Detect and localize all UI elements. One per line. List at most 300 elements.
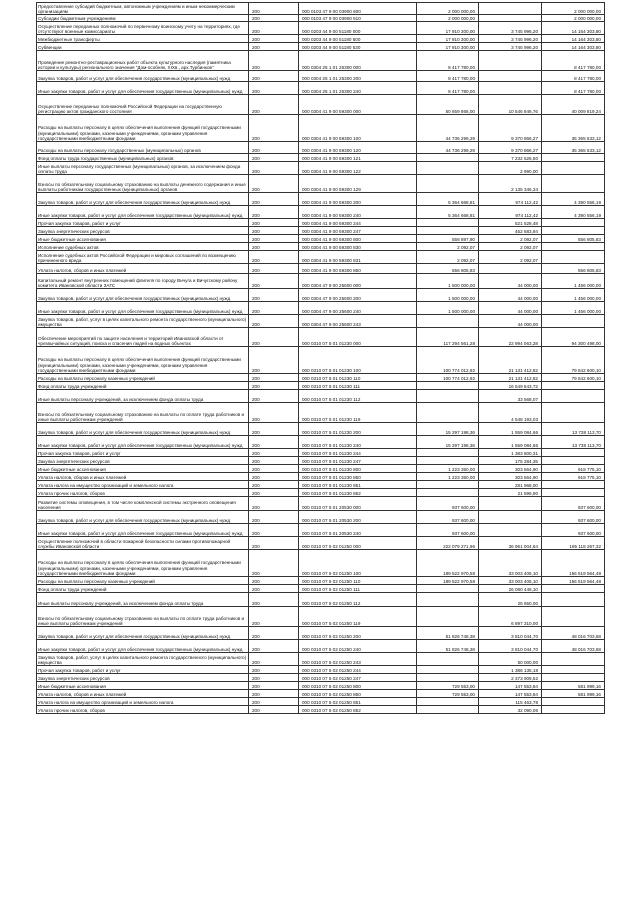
- row-approved-amount: 2 000 000,00: [417, 15, 479, 22]
- row-name: Иные закупки товаров, работ и услуг для обеспечения государственных (муниципальных) нужд: [37, 82, 249, 95]
- table-row: [37, 289, 605, 302]
- row-unexecuted-amount: 13 738 113,70: [542, 423, 605, 436]
- table-row: [37, 227, 605, 235]
- row-unexecuted-amount: 35 365 533,12: [542, 115, 605, 142]
- row-code: 200: [249, 274, 299, 289]
- row-budget-code: 000 0304 41 9 00 59300 122: [299, 162, 417, 175]
- table-row: [37, 15, 605, 22]
- row-unexecuted-amount: 937 600,00: [542, 497, 605, 511]
- row-executed-amount: 32 090,06: [479, 706, 542, 714]
- row-approved-amount: 8 417 780,00: [417, 71, 479, 82]
- row-unexecuted-amount: 48 016 703,68: [542, 640, 605, 653]
- row-code: 200: [249, 264, 299, 274]
- row-unexecuted-amount: [542, 481, 605, 489]
- row-code: 200: [249, 497, 299, 511]
- row-approved-amount: 1 500 000,00: [417, 289, 479, 302]
- row-unexecuted-amount: 13 738 113,70: [542, 436, 605, 449]
- row-name: Фонд оплаты труда учреждений: [37, 585, 249, 593]
- row-approved-amount: 1 500 000,00: [417, 274, 479, 289]
- row-executed-amount: 303 564,90: [479, 473, 542, 481]
- row-budget-code: 000 0304 41 9 00 59300 244: [299, 219, 417, 227]
- table-row: [37, 690, 605, 698]
- row-name: Иные бюджетные ассигнования: [37, 465, 249, 473]
- row-budget-code: 000 0310 07 5 02 01250 200: [299, 627, 417, 640]
- row-approved-amount: 44 736 299,29: [417, 142, 479, 154]
- table-row: [37, 489, 605, 497]
- table-row: [37, 481, 605, 489]
- row-approved-amount: 51 826 748,38: [417, 627, 479, 640]
- row-executed-amount: 1 559 084,66: [479, 436, 542, 449]
- row-executed-amount: 974 112,42: [479, 206, 542, 219]
- row-code: 200: [249, 524, 299, 537]
- table-row: [37, 640, 605, 653]
- row-name: Развитие системы оповещения, в том числе комплексной системы экстренного оповещения населения: [37, 497, 249, 511]
- row-executed-amount: 50 000,00: [479, 653, 542, 666]
- row-code: 200: [249, 577, 299, 585]
- row-executed-amount: 1 383 800,31: [479, 449, 542, 457]
- row-budget-code: 000 0304 41 9 00 59300 830: [299, 243, 417, 251]
- row-name: Расходы на выплаты персоналу в целях обеспечения выполнения функций государственными (муниципальными) органами, казенными учреждениями, органами управления государственными внебюджетными фондами: [37, 115, 249, 142]
- table-row: [37, 51, 605, 71]
- row-budget-code: 000 0304 41 9 00 59300 850: [299, 264, 417, 274]
- row-executed-amount: 3 810 044,70: [479, 627, 542, 640]
- row-approved-amount: 2 000 000,00: [417, 3, 479, 15]
- row-name: Расходы на выплаты персоналу казенных учреждений: [37, 577, 249, 585]
- table-row: [37, 436, 605, 449]
- row-executed-amount: 281 968,00: [479, 481, 542, 489]
- row-name: Закупка энергетических ресурсов: [37, 227, 249, 235]
- row-code: 200: [249, 142, 299, 154]
- row-approved-amount: 558 897,90: [417, 235, 479, 243]
- row-budget-code: 000 0310 07 5 01 01230 244: [299, 449, 417, 457]
- row-name: Иные бюджетные ассигнования: [37, 682, 249, 690]
- table-row: [37, 162, 605, 175]
- row-approved-amount: [417, 154, 479, 162]
- row-code: 200: [249, 627, 299, 640]
- table-row: [37, 243, 605, 251]
- table-row: [37, 449, 605, 457]
- row-code: 200: [249, 537, 299, 550]
- row-executed-amount: 25 650,00: [479, 593, 542, 607]
- budget-execution-table-page: [36, 2, 604, 714]
- row-budget-code: 000 0304 47 9 00 25600 000: [299, 274, 417, 289]
- row-executed-amount: 175 284,35: [479, 457, 542, 465]
- row-unexecuted-amount: 919 775,10: [542, 465, 605, 473]
- row-code: 200: [249, 35, 299, 43]
- row-approved-amount: 1 500 000,00: [417, 302, 479, 315]
- table-row: [37, 473, 605, 481]
- row-executed-amount: 26 080 446,10: [479, 585, 542, 593]
- row-name: Осуществление переданных полномочий Российской Федерации на государственную регистрацию актов гражданского состояния: [37, 95, 249, 115]
- row-executed-amount: 16 549 643,72: [479, 382, 542, 390]
- row-executed-amount: 521 528,48: [479, 219, 542, 227]
- row-approved-amount: [417, 698, 479, 706]
- row-code: 200: [249, 436, 299, 449]
- table-row: [37, 193, 605, 206]
- row-approved-amount: [417, 489, 479, 497]
- row-name: Исполнение судебных актов Российской Федерации и мировых соглашений по возмещению причиненного вреда: [37, 251, 249, 264]
- row-executed-amount: [479, 264, 542, 274]
- row-code: 200: [249, 585, 299, 593]
- row-unexecuted-amount: [542, 674, 605, 682]
- row-approved-amount: [417, 481, 479, 489]
- row-unexecuted-amount: [542, 698, 605, 706]
- table-row: [37, 82, 605, 95]
- row-approved-amount: [417, 607, 479, 627]
- table-row: [37, 497, 605, 511]
- row-unexecuted-amount: [542, 315, 605, 328]
- row-approved-amount: 937 600,00: [417, 497, 479, 511]
- row-approved-amount: 2 092,07: [417, 243, 479, 251]
- row-approved-amount: 1 223 350,00: [417, 465, 479, 473]
- row-name: Иные выплаты персоналу государственных (муниципальных) органов, за исключением фонда оплаты труда: [37, 162, 249, 175]
- row-unexecuted-amount: 1 456 000,00: [542, 302, 605, 315]
- row-code: 200: [249, 3, 299, 15]
- row-approved-amount: 5 364 668,81: [417, 206, 479, 219]
- row-approved-amount: 729 553,00: [417, 682, 479, 690]
- row-executed-amount: 33 003 406,10: [479, 550, 542, 577]
- row-code: 200: [249, 243, 299, 251]
- row-code: 200: [249, 15, 299, 22]
- row-budget-code: 000 0310 07 5 02 01250 110: [299, 577, 417, 585]
- row-code: 200: [249, 390, 299, 403]
- row-unexecuted-amount: 919 775,10: [542, 473, 605, 481]
- row-budget-code: 000 0310 07 5 01 01230 247: [299, 457, 417, 465]
- row-approved-amount: 937 600,00: [417, 524, 479, 537]
- row-code: 200: [249, 465, 299, 473]
- table-row: [37, 607, 605, 627]
- row-budget-code: 000 0310 07 5 01 01230 111: [299, 382, 417, 390]
- row-approved-amount: [417, 162, 479, 175]
- table-row: [37, 524, 605, 537]
- table-row: [37, 674, 605, 682]
- row-name: Проведение ремонтно-реставрационных работ объекта культурного наследия (памятника истории и культуры) регионального значения "Дом-особняк, XIXв., арх.Турбинков": [37, 51, 249, 71]
- row-approved-amount: 15 297 198,36: [417, 423, 479, 436]
- row-code: 200: [249, 206, 299, 219]
- row-code: 200: [249, 347, 299, 374]
- row-code: 200: [249, 162, 299, 175]
- row-budget-code: 000 0310 07 5 02 01250 100: [299, 550, 417, 577]
- row-name: Иные закупки товаров, работ и услуг для обеспечения государственных (муниципальных) нужд: [37, 436, 249, 449]
- row-approved-amount: [417, 382, 479, 390]
- row-unexecuted-amount: 14 164 303,80: [542, 22, 605, 35]
- row-unexecuted-amount: 581 999,16: [542, 690, 605, 698]
- row-budget-code: 000 0310 07 5 02 01250 243: [299, 653, 417, 666]
- row-unexecuted-amount: 79 642 600,10: [542, 374, 605, 382]
- row-unexecuted-amount: [542, 243, 605, 251]
- row-executed-amount: 147 553,84: [479, 690, 542, 698]
- row-budget-code: 000 0310 07 5 01 01230 000: [299, 328, 417, 347]
- table-row: [37, 382, 605, 390]
- row-budget-code: 000 0310 07 5 02 01250 851: [299, 698, 417, 706]
- row-name: Исполнение судебных актов: [37, 243, 249, 251]
- row-name: Фонд оплаты труда учреждений: [37, 382, 249, 390]
- table-row: [37, 315, 605, 328]
- row-code: 200: [249, 449, 299, 457]
- table-row: [37, 682, 605, 690]
- row-budget-code: 000 0304 41 9 00 59300 247: [299, 227, 417, 235]
- row-name: Иные закупки товаров, работ и услуг для обеспечения государственных (муниципальных) нужд: [37, 302, 249, 315]
- row-unexecuted-amount: 2 000 000,00: [542, 15, 605, 22]
- table-row: [37, 95, 605, 115]
- row-name: Уплата налога на имущество организаций и земельного налога: [37, 698, 249, 706]
- row-executed-amount: 3 810 044,70: [479, 640, 542, 653]
- row-executed-amount: 33 003 406,10: [479, 577, 542, 585]
- table-row: [37, 390, 605, 403]
- table-row: [37, 593, 605, 607]
- row-budget-code: 000 0304 41 9 00 59300 000: [299, 95, 417, 115]
- row-budget-code: 000 0304 47 9 00 25600 240: [299, 302, 417, 315]
- row-executed-amount: 303 564,90: [479, 465, 542, 473]
- row-name: Закупка энергетических ресурсов: [37, 457, 249, 465]
- row-approved-amount: [417, 219, 479, 227]
- row-budget-code: 000 0310 07 5 01 01230 100: [299, 347, 417, 374]
- row-executed-amount: 44 000,00: [479, 302, 542, 315]
- row-unexecuted-amount: 156 519 564,48: [542, 550, 605, 577]
- row-budget-code: 000 0304 41 9 00 59300 129: [299, 175, 417, 193]
- row-approved-amount: [417, 457, 479, 465]
- row-executed-amount: 9 370 866,27: [479, 115, 542, 142]
- table-row: [37, 577, 605, 585]
- row-budget-code: 000 0310 07 5 01 01230 112: [299, 390, 417, 403]
- row-approved-amount: 15 297 198,36: [417, 436, 479, 449]
- row-budget-code: 000 0310 07 5 02 01250 850: [299, 690, 417, 698]
- row-name: Уплата налогов, сборов и иных платежей: [37, 264, 249, 274]
- row-executed-amount: [479, 82, 542, 95]
- row-executed-amount: [479, 15, 542, 22]
- row-approved-amount: [417, 315, 479, 328]
- row-unexecuted-amount: [542, 154, 605, 162]
- table-row: [37, 274, 605, 289]
- table-body: [37, 3, 605, 714]
- row-executed-amount: [479, 497, 542, 511]
- row-unexecuted-amount: [542, 607, 605, 627]
- row-executed-amount: 2 092,07: [479, 235, 542, 243]
- row-executed-amount: 21 596,90: [479, 489, 542, 497]
- row-approved-amount: [417, 666, 479, 674]
- row-budget-code: 000 0304 41 9 00 59300 100: [299, 115, 417, 142]
- row-name: Взносы по обязательному социальному страхованию на выплаты по оплате труда работников и иные выплаты работникам учреждений: [37, 607, 249, 627]
- row-unexecuted-amount: 556 805,83: [542, 264, 605, 274]
- row-unexecuted-amount: 556 805,83: [542, 235, 605, 243]
- row-budget-code: 000 0310 07 5 01 01230 851: [299, 481, 417, 489]
- row-code: 200: [249, 251, 299, 264]
- row-unexecuted-amount: 1 456 000,00: [542, 274, 605, 289]
- row-approved-amount: 189 522 970,58: [417, 577, 479, 585]
- row-executed-amount: 2 135 346,34: [479, 175, 542, 193]
- row-approved-amount: [417, 390, 479, 403]
- table-row: [37, 3, 605, 15]
- row-unexecuted-amount: [542, 585, 605, 593]
- row-approved-amount: 729 553,00: [417, 690, 479, 698]
- row-approved-amount: [417, 175, 479, 193]
- row-code: 200: [249, 302, 299, 315]
- row-approved-amount: 17 910 300,00: [417, 43, 479, 51]
- row-executed-amount: 7 232 526,50: [479, 154, 542, 162]
- row-executed-amount: 36 961 004,64: [479, 537, 542, 550]
- row-budget-code: 000 0310 07 5 02 01250 800: [299, 682, 417, 690]
- row-name: Прочая закупка товаров, работ и услуг: [37, 666, 249, 674]
- table-row: [37, 206, 605, 219]
- table-row: [37, 666, 605, 674]
- row-name: Закупка товаров, работ и услуг для обеспечения государственных (муниципальных) нужд: [37, 627, 249, 640]
- row-code: 200: [249, 481, 299, 489]
- row-approved-amount: 50 659 866,00: [417, 95, 479, 115]
- row-executed-amount: 44 000,00: [479, 315, 542, 328]
- row-unexecuted-amount: 2 000 000,00: [542, 3, 605, 15]
- row-budget-code: 000 0203 44 9 00 51180 500: [299, 35, 417, 43]
- row-name: Взносы по обязательному социальному страхованию на выплаты денежного содержания и иные выплаты работникам государственных (муниципальных) органов: [37, 175, 249, 193]
- row-name: Прочая закупка товаров, работ и услуг: [37, 449, 249, 457]
- row-budget-code: 000 0310 07 5 02 01250 852: [299, 706, 417, 714]
- row-code: 200: [249, 382, 299, 390]
- row-budget-code: 000 0310 07 5 02 01250 119: [299, 607, 417, 627]
- row-code: 200: [249, 682, 299, 690]
- table-row: [37, 22, 605, 35]
- row-approved-amount: 8 417 780,00: [417, 82, 479, 95]
- row-unexecuted-amount: 14 164 303,80: [542, 43, 605, 51]
- row-name: Иные закупки товаров, работ и услуг для обеспечения государственных (муниципальных) нужд: [37, 640, 249, 653]
- row-approved-amount: 937 600,00: [417, 511, 479, 524]
- row-executed-amount: 4 548 193,03: [479, 403, 542, 423]
- row-name: Закупка товаров, работ и услуг для обеспечения государственных (муниципальных) нужд: [37, 71, 249, 82]
- row-unexecuted-amount: 94 300 498,00: [542, 328, 605, 347]
- row-approved-amount: 44 736 299,29: [417, 115, 479, 142]
- table-row: [37, 328, 605, 347]
- row-name: Иные выплаты персоналу учреждений, за исключением фонда оплаты труда: [37, 593, 249, 607]
- row-code: 200: [249, 473, 299, 481]
- row-approved-amount: 17 910 300,00: [417, 35, 479, 43]
- row-name: Закупка товаров, работ и услуг для обеспечения государственных (муниципальных) нужд: [37, 289, 249, 302]
- row-code: 200: [249, 653, 299, 666]
- table-row: [37, 302, 605, 315]
- row-budget-code: 000 0310 07 5 01 01230 110: [299, 374, 417, 382]
- row-unexecuted-amount: [542, 666, 605, 674]
- row-name: Закупка товаров, работ и услуг для обеспечения государственных (муниципальных) нужд: [37, 423, 249, 436]
- row-budget-code: 000 0304 41 9 00 59300 200: [299, 193, 417, 206]
- row-budget-code: 000 0310 07 5 01 20530 200: [299, 511, 417, 524]
- row-code: 200: [249, 690, 299, 698]
- row-unexecuted-amount: 1 456 000,00: [542, 289, 605, 302]
- row-name: Закупка товаров, работ и услуг для обеспечения государственных (муниципальных) нужд: [37, 193, 249, 206]
- row-name: Уплата прочих налогов, сборов: [37, 706, 249, 714]
- row-budget-code: 000 0304 41 9 00 59300 240: [299, 206, 417, 219]
- table-row: [37, 423, 605, 436]
- row-name: Межбюджетные трансферты: [37, 35, 249, 43]
- row-budget-code: 000 0304 25 1 01 25300 000: [299, 51, 417, 71]
- row-unexecuted-amount: 581 999,16: [542, 682, 605, 690]
- table-row: [37, 550, 605, 577]
- row-budget-code: 000 0310 07 5 01 01230 852: [299, 489, 417, 497]
- table-row: [37, 627, 605, 640]
- row-code: 200: [249, 227, 299, 235]
- table-row: [37, 115, 605, 142]
- row-executed-amount: 44 000,00: [479, 274, 542, 289]
- row-name: Иные бюджетные ассигнования: [37, 235, 249, 243]
- row-executed-amount: 2 373 909,52: [479, 674, 542, 682]
- row-approved-amount: [417, 585, 479, 593]
- table-row: [37, 403, 605, 423]
- row-budget-code: 000 0310 07 5 01 01230 850: [299, 473, 417, 481]
- row-executed-amount: 2 092,07: [479, 243, 542, 251]
- row-executed-amount: 3 745 996,20: [479, 43, 542, 51]
- row-budget-code: 000 0310 07 5 01 01230 240: [299, 436, 417, 449]
- row-unexecuted-amount: 40 009 819,24: [542, 95, 605, 115]
- row-unexecuted-amount: 79 642 600,10: [542, 347, 605, 374]
- row-name: Расходы на выплаты персоналу казенных учреждений: [37, 374, 249, 382]
- row-approved-amount: 5 364 668,81: [417, 193, 479, 206]
- row-unexecuted-amount: 48 016 703,68: [542, 627, 605, 640]
- table-row: [37, 465, 605, 473]
- row-code: 200: [249, 511, 299, 524]
- row-code: 200: [249, 423, 299, 436]
- row-budget-code: 000 0310 07 5 02 01250 111: [299, 585, 417, 593]
- budget-execution-table: [36, 2, 605, 714]
- row-approved-amount: [417, 706, 479, 714]
- row-unexecuted-amount: [542, 593, 605, 607]
- table-row: [37, 511, 605, 524]
- row-name: Закупка товаров, работ и услуг для обеспечения государственных (муниципальных) нужд: [37, 511, 249, 524]
- table-row: [37, 264, 605, 274]
- row-executed-amount: [479, 71, 542, 82]
- row-approved-amount: 8 417 780,00: [417, 51, 479, 71]
- row-name: Расходы на выплаты персоналу в целях обеспечения выполнения функций государственными (муниципальными) органами, казенными учреждениями, органами управления государственными внебюджетными фондами: [37, 347, 249, 374]
- table-row: [37, 698, 605, 706]
- row-executed-amount: 22 994 063,28: [479, 328, 542, 347]
- row-code: 200: [249, 43, 299, 51]
- table-row: [37, 154, 605, 162]
- table-row: [37, 35, 605, 43]
- table-row: [37, 175, 605, 193]
- row-budget-code: 000 0304 41 9 00 59300 120: [299, 142, 417, 154]
- table-row: [37, 219, 605, 227]
- row-executed-amount: 10 546 946,76: [479, 95, 542, 115]
- row-executed-amount: 21 131 412,82: [479, 374, 542, 382]
- row-approved-amount: 100 774 012,92: [417, 374, 479, 382]
- row-executed-amount: 452 583,94: [479, 227, 542, 235]
- row-executed-amount: 44 000,00: [479, 289, 542, 302]
- row-code: 200: [249, 175, 299, 193]
- row-approved-amount: 51 826 748,38: [417, 640, 479, 653]
- row-executed-amount: 33 568,07: [479, 390, 542, 403]
- row-name: Обеспечение мероприятий по защите населения и территорий Ивановской области от чрезвычайных ситуаций, поиска и спасения людей на водных объектах: [37, 328, 249, 347]
- row-budget-code: 000 0310 07 5 01 20530 240: [299, 524, 417, 537]
- row-unexecuted-amount: 14 164 303,80: [542, 35, 605, 43]
- row-unexecuted-amount: 8 417 780,00: [542, 51, 605, 71]
- row-executed-amount: 974 112,42: [479, 193, 542, 206]
- row-approved-amount: 189 522 970,58: [417, 550, 479, 577]
- row-budget-code: 000 0304 41 9 00 59300 800: [299, 235, 417, 243]
- row-code: 200: [249, 82, 299, 95]
- table-row: [37, 235, 605, 243]
- row-unexecuted-amount: [542, 251, 605, 264]
- row-unexecuted-amount: 937 600,00: [542, 524, 605, 537]
- row-code: 200: [249, 489, 299, 497]
- row-name: Взносы по обязательному социальному страхованию на выплаты по оплате труда работников и иные выплаты работникам учреждений: [37, 403, 249, 423]
- row-name: Капитальный ремонт внутренних помещений флигеля по городу Вичуга и Вичугскому району комитета Ивановской области ЗАГС: [37, 274, 249, 289]
- row-unexecuted-amount: 4 390 556,19: [542, 206, 605, 219]
- row-executed-amount: 1 559 084,66: [479, 423, 542, 436]
- table-row: [37, 706, 605, 714]
- row-code: 200: [249, 674, 299, 682]
- row-executed-amount: 2 092,07: [479, 251, 542, 264]
- row-code: 200: [249, 607, 299, 627]
- table-row: [37, 43, 605, 51]
- row-code: 200: [249, 51, 299, 71]
- row-code: 200: [249, 22, 299, 35]
- row-budget-code: 000 0203 44 9 00 51180 000: [299, 22, 417, 35]
- table-row: [37, 71, 605, 82]
